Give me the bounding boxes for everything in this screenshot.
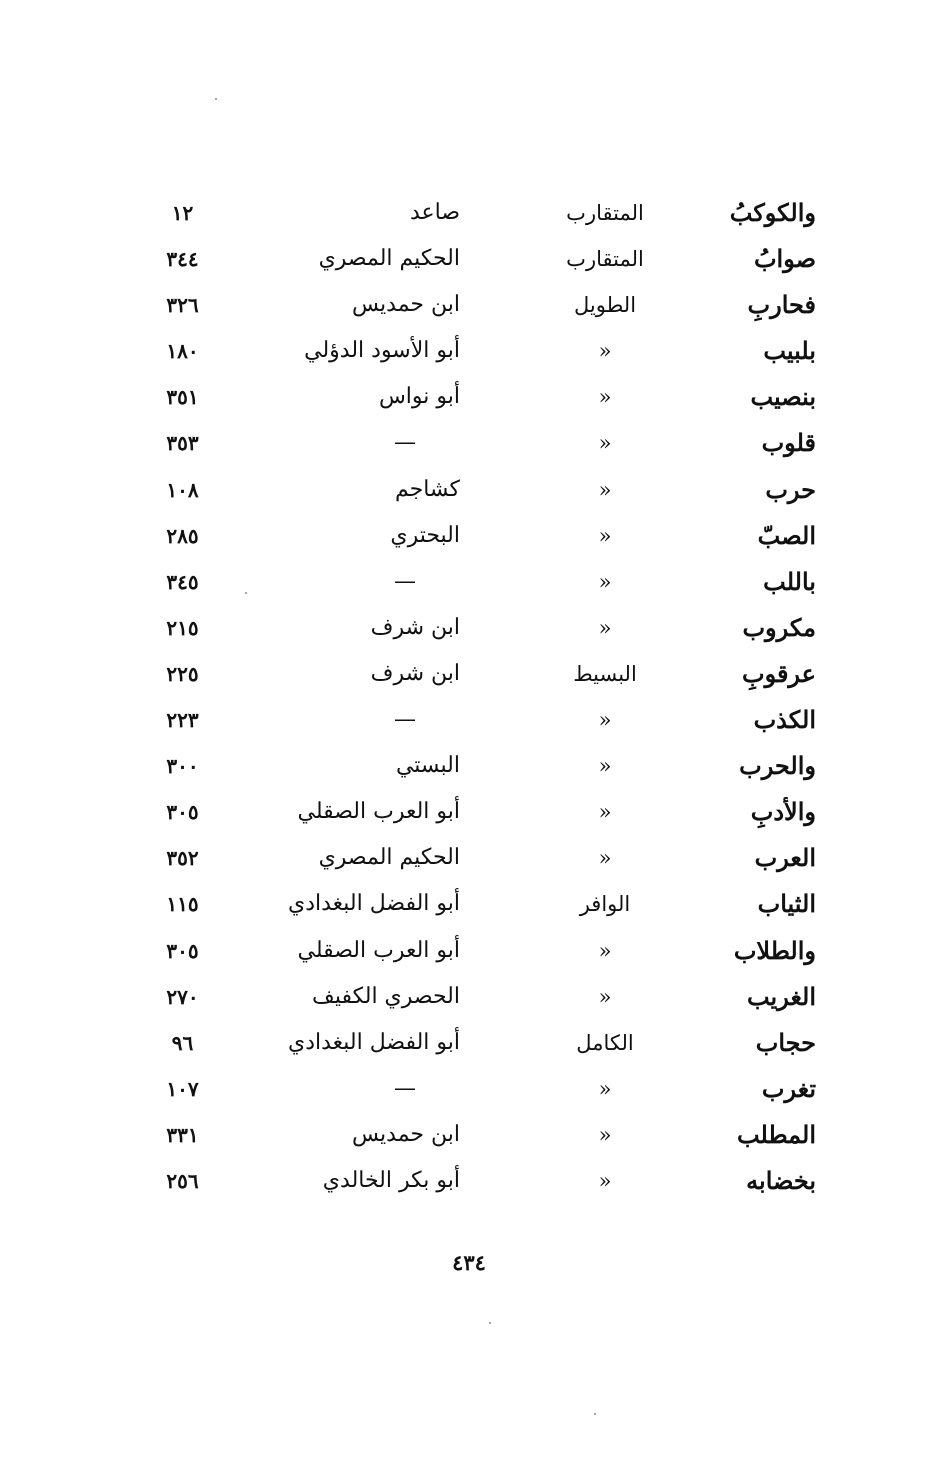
poet-name: أبو العرب الصقلي xyxy=(297,937,460,963)
rhyme-word: الثياب xyxy=(757,889,816,919)
poet-name: ابن شرف xyxy=(370,660,460,686)
page-reference: ٣٤٥ xyxy=(166,569,199,594)
poet-name: الحكيم المصري xyxy=(318,845,460,871)
rhyme-word: والحرب xyxy=(739,751,816,781)
poetic-meter: « xyxy=(598,984,612,1009)
poetic-meter: « xyxy=(598,523,612,548)
poetic-meter: الطويل xyxy=(573,293,637,318)
rhyme-word: مكروب xyxy=(742,612,816,642)
poet-name: البحتري xyxy=(390,522,460,548)
page-reference: ١٠٨ xyxy=(166,477,199,502)
poetic-meter: « xyxy=(598,385,612,410)
index-row xyxy=(150,974,830,1020)
page-reference: ٣٠٥ xyxy=(166,800,199,825)
page-reference: ٣٥٢ xyxy=(166,846,199,871)
poetic-meter: « xyxy=(598,846,612,871)
index-row xyxy=(150,835,830,881)
poet-name: ابن حمديس xyxy=(351,1121,460,1147)
index-row xyxy=(150,697,830,743)
rhyme-word: باللب xyxy=(763,566,816,596)
page-reference: ٣٥١ xyxy=(166,385,199,410)
index-row xyxy=(150,605,830,651)
index-row xyxy=(150,467,830,513)
index-row xyxy=(150,420,830,466)
page-reference: ٢٧٠ xyxy=(166,984,199,1009)
index-row xyxy=(150,1112,830,1158)
poet-name: كشاجم xyxy=(394,476,460,502)
poetic-meter: « xyxy=(598,339,612,364)
poet-name: البستي xyxy=(395,753,460,779)
index-row xyxy=(150,236,830,282)
poetic-meter: « xyxy=(598,477,612,502)
index-row xyxy=(150,1066,830,1112)
poetic-meter: « xyxy=(598,708,612,733)
index-row xyxy=(150,789,830,835)
page-reference: ٢٨٥ xyxy=(166,523,199,548)
poet-name: أبو الفضل البغدادي xyxy=(287,1029,460,1055)
poetic-meter: « xyxy=(598,1076,612,1101)
poet-name: أبو العرب الصقلي xyxy=(297,799,460,825)
page-reference: ١١٥ xyxy=(166,892,199,917)
poetic-meter: الكامل xyxy=(576,1030,634,1055)
rhyme-word: بخضابه xyxy=(746,1165,816,1195)
rhyme-word: المطلب xyxy=(736,1119,816,1149)
index-row xyxy=(150,651,830,697)
poetic-meter: « xyxy=(598,800,612,825)
poetic-meter: « xyxy=(598,938,612,963)
poetic-meter: « xyxy=(598,569,612,594)
page-reference: ١٨٠ xyxy=(166,339,199,364)
rhyme-word: فحاربِ xyxy=(747,290,816,320)
rhyme-word: الكذب xyxy=(753,705,816,735)
page-reference: ٣٤٤ xyxy=(166,247,199,272)
index-row xyxy=(150,559,830,605)
rhyme-word: والكوكبُ xyxy=(729,198,816,227)
poetic-meter: « xyxy=(598,615,612,640)
rhyme-word: تغرب xyxy=(761,1073,816,1103)
rhyme-word: والطلاب xyxy=(733,935,816,965)
page-reference: ٢١٥ xyxy=(166,615,199,640)
page-reference: ٩٦ xyxy=(171,1030,194,1055)
poet-name: الحكيم المصري xyxy=(318,246,460,272)
poet-name: الحصري الكفيف xyxy=(312,983,460,1009)
index-row xyxy=(150,328,830,374)
index-row xyxy=(150,374,830,420)
poet-name: ابن شرف xyxy=(370,614,460,640)
poet-name: — xyxy=(394,568,416,594)
index-row xyxy=(150,743,830,789)
rhyme-word: الغريب xyxy=(746,981,816,1011)
index-row xyxy=(150,282,830,328)
rhyme-index-table xyxy=(150,190,830,1204)
page-reference: ٣٣١ xyxy=(166,1122,199,1147)
scan-speck xyxy=(245,592,247,594)
poet-name: أبو نواس xyxy=(378,384,460,410)
rhyme-word: قلوب xyxy=(761,428,816,458)
scan-speck xyxy=(594,1413,596,1415)
page-number: ٤٣٤ xyxy=(452,1250,486,1275)
poetic-meter: « xyxy=(598,1168,612,1193)
page-reference: ٢٢٣ xyxy=(166,708,199,733)
scan-speck xyxy=(489,1322,491,1324)
rhyme-word: حجاب xyxy=(755,1027,816,1057)
rhyme-word: والأدبِ xyxy=(750,797,816,827)
index-row xyxy=(150,928,830,974)
index-row xyxy=(150,1158,830,1204)
scan-speck xyxy=(215,98,217,100)
poet-name: أبو الفضل البغدادي xyxy=(287,891,460,917)
index-row xyxy=(150,513,830,559)
poetic-meter: الوافر xyxy=(579,892,631,917)
rhyme-word: العرب xyxy=(754,843,816,873)
page-reference: ٣٥٣ xyxy=(166,431,199,456)
rhyme-word: حرب xyxy=(765,474,816,504)
poet-name: ابن حمديس xyxy=(351,292,460,318)
poet-name: أبو الأسود الدؤلي xyxy=(304,338,460,364)
rhyme-word: الصبّ xyxy=(757,520,816,550)
page-reference: ٣٠٥ xyxy=(166,938,199,963)
poet-name: — xyxy=(394,1075,416,1101)
poetic-meter: البسيط xyxy=(573,661,637,686)
index-row xyxy=(150,1020,830,1066)
rhyme-word: بنصيب xyxy=(750,382,816,412)
poetic-meter: « xyxy=(598,1122,612,1147)
page-reference: ٢٥٦ xyxy=(166,1168,199,1193)
page-reference: ٣٠٠ xyxy=(166,754,199,779)
rhyme-word: عرقوبِ xyxy=(741,658,816,688)
poetic-meter: « xyxy=(598,754,612,779)
index-row xyxy=(150,190,830,236)
poetic-meter: المتقارب xyxy=(566,247,644,272)
poet-name: صاعد xyxy=(409,200,460,225)
page-reference: ٣٢٦ xyxy=(166,293,199,318)
poet-name: — xyxy=(394,430,416,456)
page-reference: ١٢ xyxy=(171,201,194,225)
poetic-meter: المتقارب xyxy=(566,201,644,225)
rhyme-word: صوابُ xyxy=(753,244,816,274)
page-reference: ١٠٧ xyxy=(166,1076,199,1101)
poet-name: — xyxy=(394,707,416,733)
page-reference: ٢٢٥ xyxy=(166,661,199,686)
poetic-meter: « xyxy=(598,431,612,456)
poet-name: أبو بكر الخالدي xyxy=(322,1167,460,1193)
rhyme-word: بلبيب xyxy=(763,336,816,366)
index-row xyxy=(150,881,830,927)
